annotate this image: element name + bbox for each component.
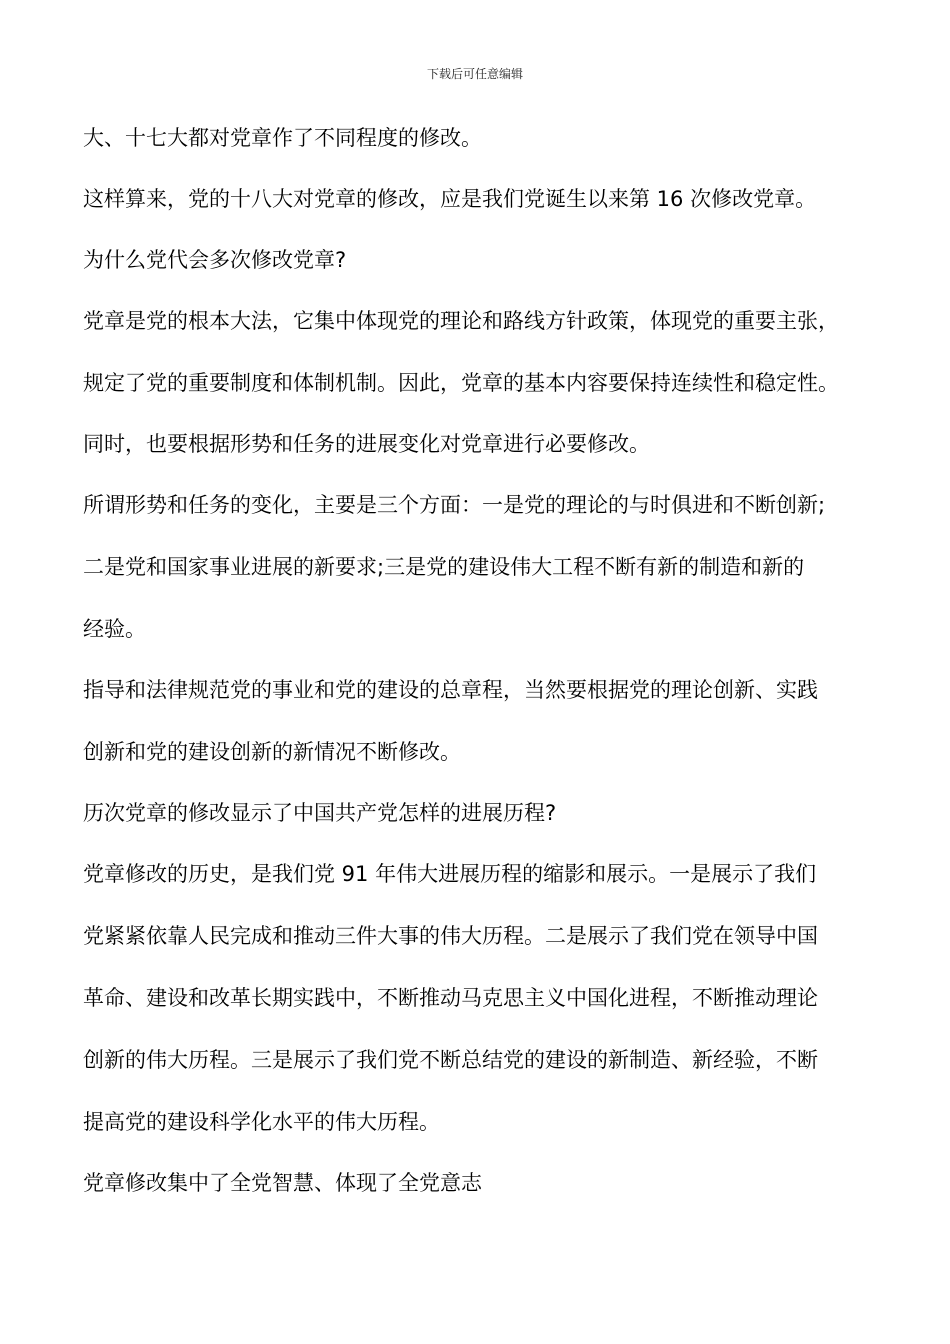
- text-line: 规定了党的重要制度和体制机制。因此，党章的基本内容要保持连续性和稳定性。: [83, 371, 839, 395]
- text-line: 党章是党的根本大法，它集中体现党的理论和路线方针政策，体现党的重要主张，: [83, 309, 839, 333]
- text-line: 这样算来，党的十八大对党章的修改，应是我们党诞生以来第 16 次修改党章。: [83, 187, 817, 211]
- page-header-note: 下载后可任意编辑: [426, 67, 523, 81]
- text-line: 创新的伟大历程。三是展示了我们党不断总结党的建设的新制造、新经验，不断: [83, 1048, 818, 1072]
- text-line: 党紧紧依靠人民完成和推动三件大事的伟大历程。二是展示了我们党在领导中国: [83, 924, 818, 948]
- text-line: 历次党章的修改显示了中国共产党怎样的进展历程?: [83, 801, 557, 825]
- text-line: 革命、建设和改革长期实践中，不断推动马克思主义中国化进程，不断推动理论: [83, 986, 818, 1010]
- text-line: 大、十七大都对党章作了不同程度的修改。: [83, 126, 482, 150]
- text-line: 创新和党的建设创新的新情况不断修改。: [83, 740, 461, 764]
- text-line: 所谓形势和任务的变化，主要是三个方面：一是党的理论的与时俱进和不断创新;: [83, 493, 826, 517]
- text-line: 为什么党代会多次修改党章?: [83, 248, 347, 272]
- text-line: 同时，也要根据形势和任务的进展变化对党章进行必要修改。: [83, 432, 650, 456]
- document-body: [83, 118, 883, 1203]
- text-line: 经验。: [83, 617, 146, 641]
- text-line: 指导和法律规范党的事业和党的建设的总章程，当然要根据党的理论创新、实践: [83, 678, 818, 702]
- text-line: 二是党和国家事业进展的新要求;三是党的建设伟大工程不断有新的制造和新的: [83, 555, 805, 579]
- text-line: 党章修改的历史，是我们党 91 年伟大进展历程的缩影和展示。一是展示了我们: [83, 862, 817, 886]
- text-line: 党章修改集中了全党智慧、体现了全党意志: [83, 1171, 482, 1195]
- text-line: 提高党的建设科学化水平的伟大历程。: [83, 1110, 440, 1134]
